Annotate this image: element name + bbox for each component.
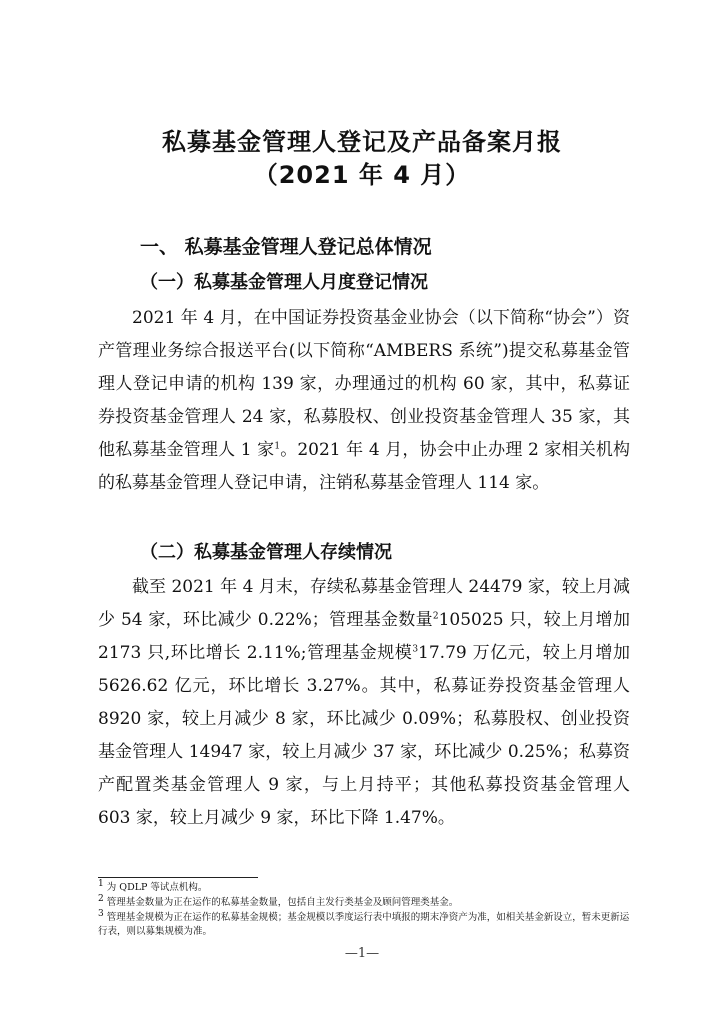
paragraph-existing-managers [98,571,630,835]
footnote-ref: 2 [432,611,439,622]
paragraph-text: 105025 只，较上月增加 2173 只,环比增长 2.11%;管理基金规模 [98,610,630,663]
footnote [98,878,630,895]
paragraph-text: 17.79 万亿元，较上月增加 5626.62 亿元，环比增长 3.27%。其中，私募证券投资基金管理人 8920 家，较上月减少 8 家，环比减少 0.09%；私募股权、创业投资基金管理人 14947 家，较上月减少 37 家，环比减少 0.25%；私募资产配置类基金管理人 9 家，与上月持平；其他私募投资基金管理人 603 家，较上月减少 9 家，环比下降 1.47%。 [98,643,630,828]
paragraph-text: 。2021 年 4 月，协会中止办理 2 家相关机构的私募基金管理人登记申请，注销私募基金管理人 114 家。 [98,440,631,493]
subsection-heading-monthly-registration: （一）私募基金管理人月度登记情况 [140,272,428,293]
footnote [98,893,630,910]
footnote-number: 1 [98,878,104,889]
page-number: —1— [344,946,380,961]
footnote-number: 3 [98,908,104,919]
footnote-ref: 1 [274,441,281,452]
footnote-text: 管理基金数量为正在运作的私募基金数量，包括自主发行类基金及顾问管理类基金。 [106,897,459,908]
section-heading: 一、 私募基金管理人登记总体情况 [140,236,432,258]
footnote [98,908,630,939]
footnote-divider [98,877,258,878]
paragraph-monthly-registration [98,302,630,500]
footnote-text: 管理基金规模为正在运作的私募基金规模；基金规模以季度运行表中填报的期末净资产为准，如相关基金新设立，暂未更新运行表，则以募集规模为准。 [98,912,630,937]
footnote-text: 为 QDLP 等试点机构。 [106,882,208,893]
document-title: 私募基金管理人登记及产品备案月报 [162,128,562,156]
paragraph-text: 截至 2021 年 4 月末，存续私募基金管理人 24479 家，较上月减少 54 家，环比减少 0.22%；管理基金数量 [98,577,630,630]
footnote-ref: 3 [412,644,419,655]
document-subtitle-date: （2021 年 4 月） [253,161,471,189]
paragraph-text: 2021 年 4 月，在中国证券投资基金业协会（以下简称“协会”）资产管理业务综合报送平台(以下简称“AMBERS 系统”)提交私募基金管理人登记申请的机构 139 家，办理通过的机构 60 家，其中，私募证券投资基金管理人 24 家，私募股权、创业投资基金管理人 35 家，其他私募基金管理人 1 家 [98,308,630,460]
footnote-number: 2 [98,893,104,904]
subsection-heading-existing-managers: （二）私募基金管理人存续情况 [140,542,392,563]
